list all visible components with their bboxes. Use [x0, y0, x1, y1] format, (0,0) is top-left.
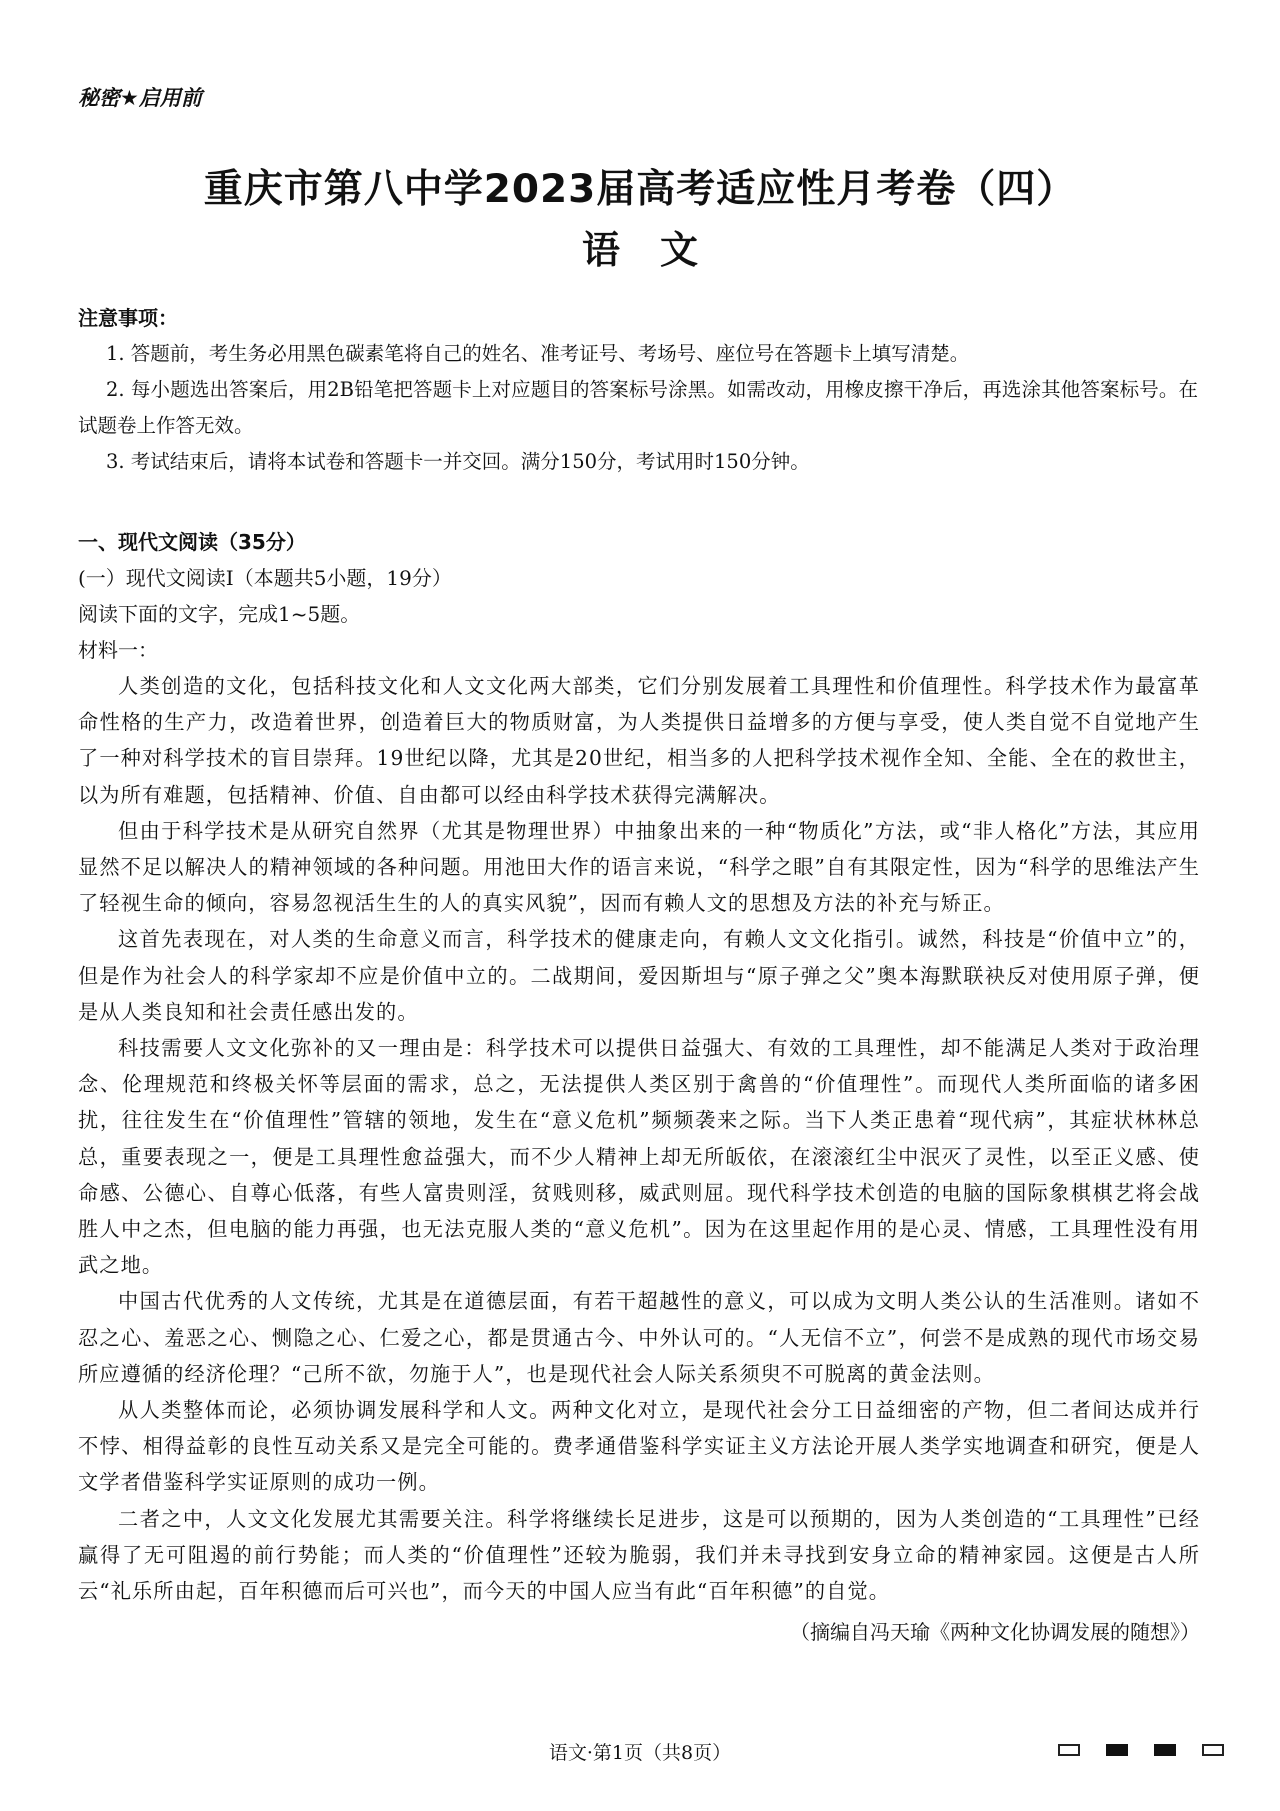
material-paragraph: 但由于科学技术是从研究自然界（尤其是物理世界）中抽象出来的一种“物质化”方法，或“非人格化”方法，其应用显然不足以解决人的精神领域的各种问题。用池田大作的语言来说，“科学之眼”自有其限定性，因为“科学的思维法产生了轻视生命的倾向，容易忽视活生生的人的真实风貌”，因而有赖人文的思想及方法的补充与矫正。 — [78, 818, 1200, 916]
note-item: 3. 考试结束后，请将本试卷和答题卡一并交回。满分150分，考试用时150分钟。 — [106, 450, 810, 473]
note-item: 2. 每小题选出答案后，用2B铅笔把答题卡上对应题目的答案标号涂黑。如需改动，用橡皮擦干净后，再选涂其他答案标号。在试题卷上作答无效。 — [78, 378, 1198, 437]
material-paragraph: 从人类整体而论，必须协调发展科学和人文。两种文化对立，是现代社会分工日益细密的产物，但二者间达成并行不悖、相得益彰的良性互动关系又是完全可能的。费孝通借鉴科学实证主义方法论开展人类学实地调查和研究，便是人文学者借鉴科学实证原则的成功一例。 — [78, 1398, 1200, 1495]
material-paragraph: 人类创造的文化，包括科技文化和人文文化两大部类，它们分别发展着工具理性和价值理性。科学技术作为最富革命性格的生产力，改造着世界，创造着巨大的物质财富，为人类提供日益增多的方便与享受，使人类自觉不自觉地产生了一种对科学技术的盲目崇拜。19世纪以降，尤其是20世纪，相当多的人把科学技术视作全知、全能、全在的救世主，以为所有难题，包括精神、价值、自由都可以经由科学技术获得完满解决。 — [78, 674, 1200, 807]
page-footer: 语文·第1页（共8页） — [548, 1742, 732, 1764]
hollow-mark-icon — [1058, 1744, 1080, 1756]
material-paragraph: 这首先表现在，对人类的生命意义而言，科学技术的健康走向，有赖人文文化指引。诚然，科技是“价值中立”的，但是作为社会人的科学家却不应是价值中立的。二战期间，爱因斯坦与“原子弹之父”奥本海默联袂反对使用原子弹，便是从人类良知和社会责任感出发的。 — [78, 927, 1200, 1024]
material-label: 材料一： — [78, 638, 158, 662]
reading-instruction: 阅读下面的文字，完成1~5题。 — [78, 602, 361, 626]
solid-mark-icon — [1106, 1744, 1128, 1756]
material-paragraph: 科技需要人文文化弥补的又一理由是：科学技术可以提供日益强大、有效的工具理性，却不能满足人类对于政治理念、伦理规范和终极关怀等层面的需求，总之，无法提供人类区别于禽兽的“价值理性”。而现代人类所面临的诸多困扰，往往发生在“价值理性”管辖的领地，发生在“意义危机”频频袭来之际。当下人类正患着“现代病”，其症状林林总总，重要表现之一，便是工具理性愈益强大，而不少人精神上却无所皈依，在滚滚红尘中泯灭了灵性，以至正义感、使命感、公德心、自尊心低落，有些人富贵则淫，贫贱则移，威武则屈。现代科学技术创造的电脑的国际象棋棋艺将会战胜人中之杰，但电脑的能力再强，也无法克服人类的“意义危机”。因为在这里起作用的是心灵、情感，工具理性没有用武之地。 — [78, 1036, 1201, 1278]
subject-title: 语文 — [581, 228, 738, 272]
material-paragraph: 中国古代优秀的人文传统，尤其是在道德层面，有若干超越性的意义，可以成为文明人类公认的生活准则。诸如不忍之心、羞恶之心、恻隐之心、仁爱之心，都是贯通古今、中外认可的。“人无信不立”，何尝不是成熟的现代市场交易所应遵循的经济伦理？“己所不欲，勿施于人”，也是现代社会人际关系须臾不可脱离的黄金法则。 — [78, 1289, 1200, 1386]
note-item: 1. 答题前，考生务必用黑色碳素笔将自己的姓名、准考证号、考场号、座位号在答题卡上填写清楚。 — [106, 342, 970, 365]
registration-marks — [1058, 1744, 1224, 1756]
material-body — [78, 668, 1200, 1609]
exam-title: 重庆市第八中学2023届高考适应性月考卷（四） — [203, 167, 1077, 212]
material-paragraph: 二者之中，人文文化发展尤其需要关注。科学将继续长足进步，这是可以预期的，因为人类创造的“工具理性”已经赢得了无可阻遏的前行势能；而人类的“价值理性”还较为脆弱，我们并未寻找到安身立命的精神家园。这便是古人所云“礼乐所由起，百年积德而后可兴也”，而今天的中国人应当有此“百年积德”的自觉。 — [78, 1506, 1200, 1604]
section-heading: 一、现代文阅读（35分） — [78, 530, 306, 554]
confidential-label: 秘密★启用前 — [78, 86, 202, 110]
source-citation: （摘编自冯天瑜《两种文化协调发展的随想》） — [790, 1620, 1200, 1644]
solid-mark-icon — [1154, 1744, 1176, 1756]
hollow-mark-icon — [1202, 1744, 1224, 1756]
subsection-heading: (一）现代文阅读Ⅰ（本题共5小题，19分） — [78, 566, 452, 590]
notes-heading: 注意事项： — [78, 306, 178, 330]
notes-list — [78, 336, 1198, 480]
